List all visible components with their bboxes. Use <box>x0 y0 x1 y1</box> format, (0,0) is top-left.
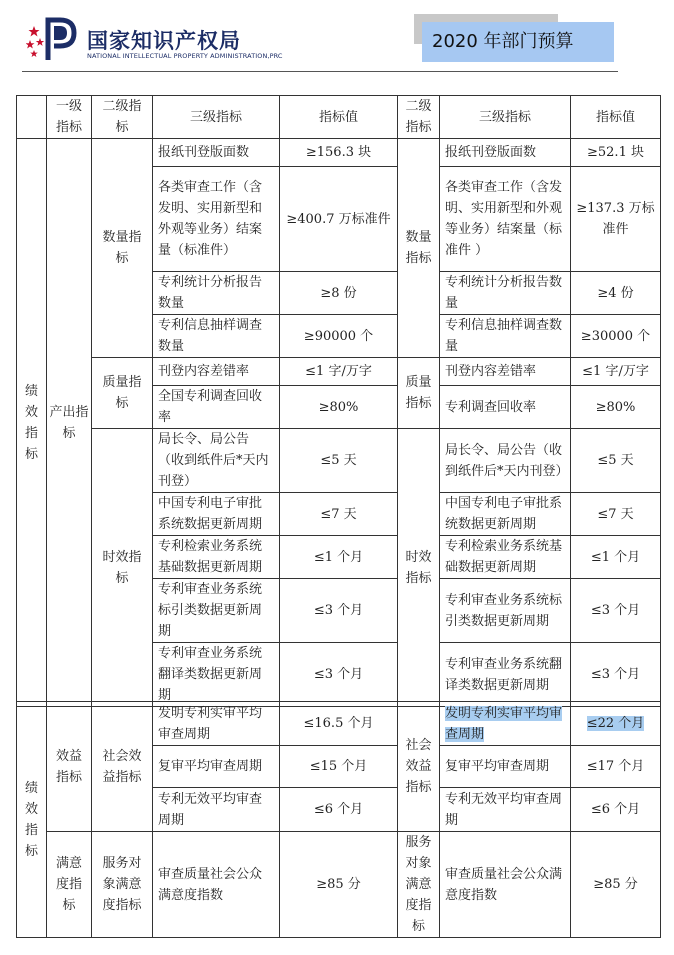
indicator-value-left: ≤5 天 <box>280 429 398 493</box>
header-blank <box>17 96 47 139</box>
table-row <box>17 702 661 746</box>
document-title: 2020 年部门预算 <box>422 22 614 62</box>
indicator-name-right: 中国专利电子审批系统数据更新周期 <box>440 493 571 536</box>
indicator-value-left: ≤1 个月 <box>280 536 398 579</box>
quality-label-right: 质量指标 <box>398 358 440 429</box>
indicator-name-right: 复审平均审查周期 <box>440 746 571 788</box>
header-level2-right: 二级指标 <box>398 96 440 139</box>
indicator-value-left: ≤3 个月 <box>280 643 398 707</box>
indicator-name-right <box>440 702 571 746</box>
social-benefit-label-right: 社会效益指标 <box>398 702 440 832</box>
table-row <box>17 358 661 386</box>
indicator-name-right: 专利审查业务系统标引类数据更新周期 <box>440 579 571 643</box>
satisfaction-label: 满意度指标 <box>47 832 92 938</box>
page-header <box>0 0 674 80</box>
highlighted-indicator-name: 发明专利实审平均审查周期 <box>445 705 563 742</box>
indicator-value-right: ≥85 分 <box>571 832 661 938</box>
header-value-left: 指标值 <box>280 96 398 139</box>
indicator-value-right: ≤1 个月 <box>571 536 661 579</box>
indicator-name-right: 专利调查回收率 <box>440 386 571 429</box>
indicator-value-right: ≤6 个月 <box>571 788 661 832</box>
cnipa-logo-icon <box>26 16 84 62</box>
indicator-value-right: ≤5 天 <box>571 429 661 493</box>
indicator-name-left: 专利检索业务系统基础数据更新周期 <box>153 536 280 579</box>
indicator-name-right: 各类审查工作（含发明、实用新型和外观等业务）结案量（标准件 ） <box>440 167 571 272</box>
header-value-right: 指标值 <box>571 96 661 139</box>
output-indicator-label: 产出指标 <box>47 139 92 707</box>
indicator-value-right <box>571 702 661 746</box>
benefit-label: 效益指标 <box>47 702 92 832</box>
indicator-name-left: 局长令、局公告（收到纸件后*天内刊登） <box>153 429 280 493</box>
table-row <box>17 429 661 493</box>
indicator-value-right: ≤3 个月 <box>571 579 661 643</box>
indicator-value-left: ≤16.5 个月 <box>280 702 398 746</box>
table-header-row <box>17 96 661 139</box>
indicator-value-left: ≥400.7 万标准件 <box>280 167 398 272</box>
service-satisfaction-label-right: 服务对象满意度指标 <box>398 832 440 938</box>
logo-name-cn: 国家知识产权局 <box>87 28 241 53</box>
table-row <box>17 139 661 167</box>
indicator-value-left: ≤3 个月 <box>280 579 398 643</box>
indicator-name-right: 专利信息抽样调查数量 <box>440 315 571 358</box>
indicator-name-right: 报纸刊登版面数 <box>440 139 571 167</box>
header-level1: 一级指标 <box>47 96 92 139</box>
indicator-value-left: ≤1 字/万字 <box>280 358 398 386</box>
indicator-value-right: ≤7 天 <box>571 493 661 536</box>
indicator-value-right: ≤1 字/万字 <box>571 358 661 386</box>
indicator-value-left: ≥156.3 块 <box>280 139 398 167</box>
indicator-name-right: 审查质量社会公众满意度指数 <box>440 832 571 938</box>
indicator-name-left: 刊登内容差错率 <box>153 358 280 386</box>
indicator-value-left: ≤15 个月 <box>280 746 398 788</box>
indicator-value-left: ≤7 天 <box>280 493 398 536</box>
benefit-indicator-table <box>16 701 661 938</box>
header-divider <box>22 71 618 72</box>
indicator-value-left: ≥85 分 <box>280 832 398 938</box>
indicator-name-right: 专利检索业务系统基础数据更新周期 <box>440 536 571 579</box>
indicator-name-right: 专利审查业务系统翻译类数据更新周期 <box>440 643 571 707</box>
service-satisfaction-label-left: 服务对象满意度指标 <box>92 832 153 938</box>
indicator-name-right: 局长令、局公告（收到纸件后*天内刊登） <box>440 429 571 493</box>
indicator-name-left: 专利审查业务系统翻译类数据更新周期 <box>153 643 280 707</box>
section1-label: 绩效指标 <box>17 139 47 707</box>
indicator-value-left: ≥80% <box>280 386 398 429</box>
indicator-name-right: 专利统计分析报告数量 <box>440 272 571 315</box>
timeliness-label-left: 时效指标 <box>92 429 153 707</box>
quantity-label-right: 数量指标 <box>398 139 440 358</box>
indicator-value-left: ≥90000 个 <box>280 315 398 358</box>
indicator-value-left: ≤6 个月 <box>280 788 398 832</box>
indicator-value-right: ≥52.1 块 <box>571 139 661 167</box>
indicator-name-left: 各类审查工作（含发明、实用新型和外观等业务）结案量（标准件） <box>153 167 280 272</box>
indicator-name-left: 复审平均审查周期 <box>153 746 280 788</box>
performance-indicator-table <box>16 95 661 707</box>
indicator-value-right: ≥80% <box>571 386 661 429</box>
logo-name-en: NATIONAL INTELLECTUAL PROPERTY ADMINISTRATION,PRC <box>87 52 283 60</box>
indicator-name-left: 全国专利调查回收率 <box>153 386 280 429</box>
quantity-label-left: 数量指标 <box>92 139 153 358</box>
indicator-name-left: 发明专利实审平均审查周期 <box>153 702 280 746</box>
indicator-name-left: 审查质量社会公众满意度指数 <box>153 832 280 938</box>
indicator-name-left: 专利审查业务系统标引类数据更新周期 <box>153 579 280 643</box>
section2-label: 绩效指标 <box>17 702 47 938</box>
indicator-value-right: ≥30000 个 <box>571 315 661 358</box>
indicator-value-right: ≤17 个月 <box>571 746 661 788</box>
indicator-name-left: 专利无效平均审查周期 <box>153 788 280 832</box>
indicator-name-left: 中国专利电子审批系统数据更新周期 <box>153 493 280 536</box>
quality-label-left: 质量指标 <box>92 358 153 429</box>
header-level3-right: 三级指标 <box>440 96 571 139</box>
indicator-name-right: 专利无效平均审查周期 <box>440 788 571 832</box>
indicator-value-right: ≥137.3 万标准件 <box>571 167 661 272</box>
header-level3-left: 三级指标 <box>153 96 280 139</box>
indicator-value-right: ≤3 个月 <box>571 643 661 707</box>
indicator-name-right: 刊登内容差错率 <box>440 358 571 386</box>
indicator-name-left: 专利统计分析报告数量 <box>153 272 280 315</box>
indicator-value-left: ≥8 份 <box>280 272 398 315</box>
highlighted-indicator-value: ≤22 个月 <box>586 716 645 731</box>
timeliness-label-right: 时效指标 <box>398 429 440 707</box>
indicator-name-left: 专利信息抽样调查数量 <box>153 315 280 358</box>
table-row <box>17 832 661 938</box>
header-level2-left: 二级指标 <box>92 96 153 139</box>
social-benefit-label-left: 社会效益指标 <box>92 702 153 832</box>
indicator-value-right: ≥4 份 <box>571 272 661 315</box>
indicator-name-left: 报纸刊登版面数 <box>153 139 280 167</box>
